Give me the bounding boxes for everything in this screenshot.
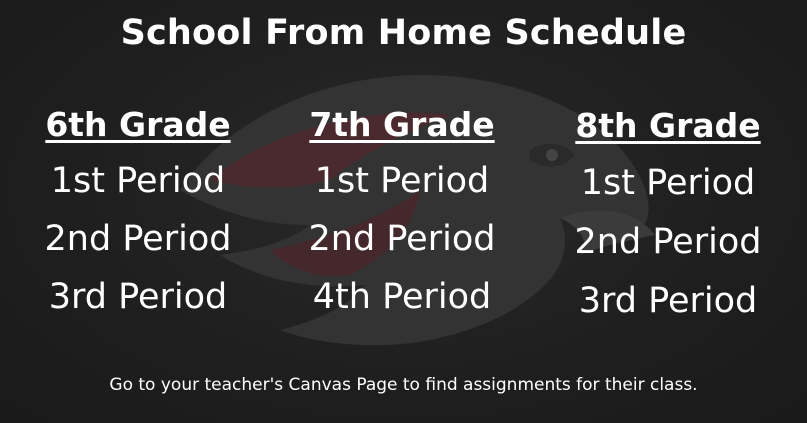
grade-column-6th: [13, 98, 263, 326]
period-item: 1st Period: [580, 163, 756, 203]
grade-heading: 7th Grade: [309, 105, 495, 144]
period-item: 2nd Period: [308, 219, 496, 259]
period-item: 3rd Period: [578, 281, 758, 321]
period-item: 1st Period: [314, 161, 490, 201]
period-item: 4th Period: [312, 277, 492, 317]
page-title: School From Home Schedule: [120, 13, 687, 53]
period-item: 1st Period: [50, 161, 226, 201]
grade-column-7th: [277, 98, 527, 326]
grade-heading: 8th Grade: [575, 106, 761, 145]
period-item: 2nd Period: [574, 222, 762, 262]
grade-heading: 6th Grade: [45, 105, 231, 144]
period-item: 2nd Period: [44, 219, 232, 259]
period-item: 3rd Period: [48, 277, 228, 317]
grade-column-8th: [543, 98, 793, 331]
footer-note: Go to your teacher's Canvas Page to find assignments for their class.: [109, 375, 698, 395]
